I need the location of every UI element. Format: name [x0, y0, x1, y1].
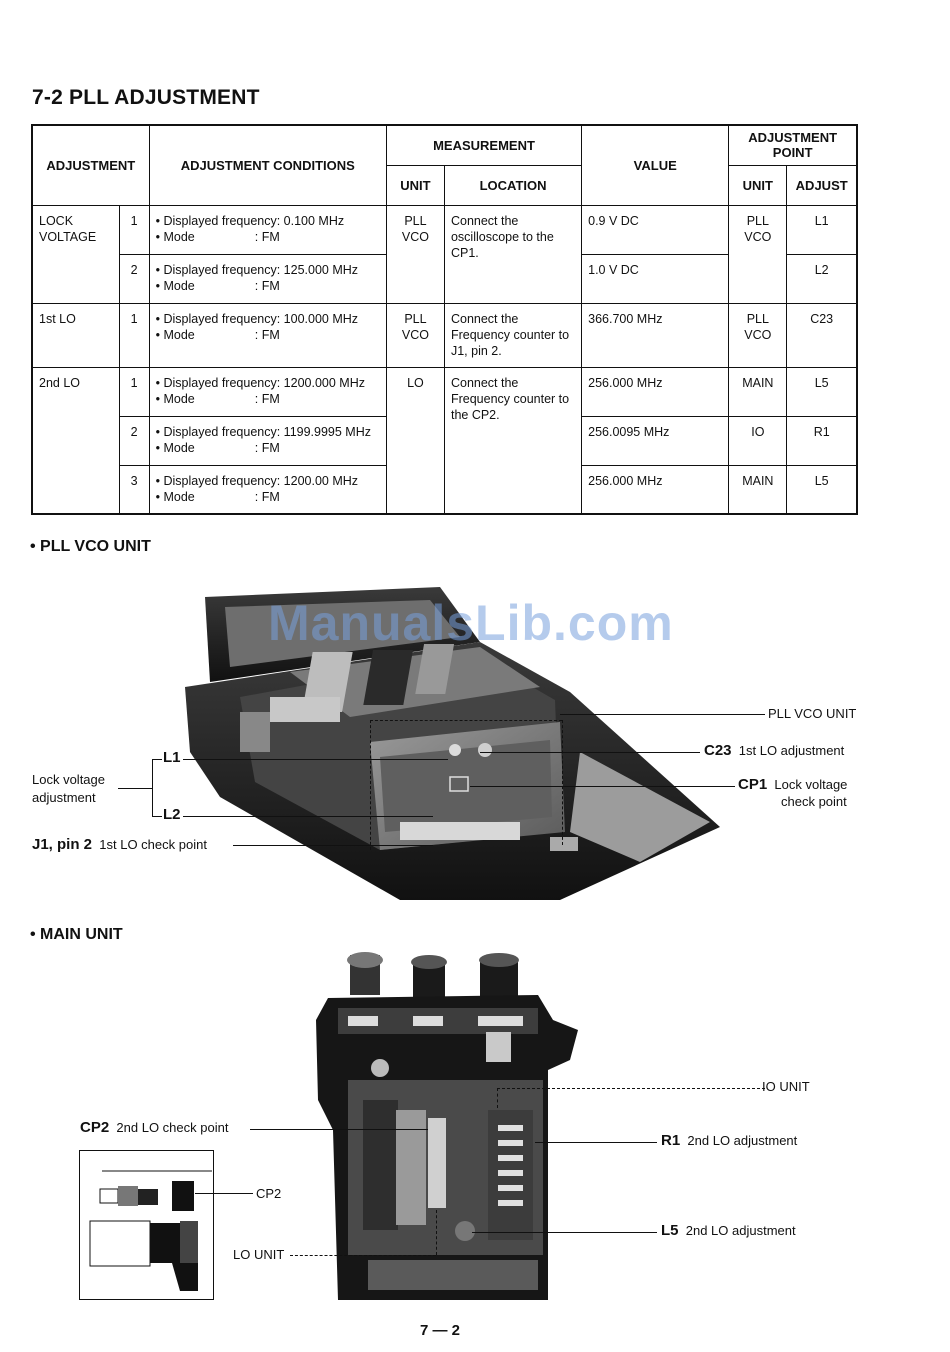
value: 256.000 MHz [582, 465, 729, 514]
ap-adjust: C23 [787, 303, 857, 367]
lock-voltage-label-1: Lock voltage [32, 772, 105, 787]
r1-label: R1 [661, 1132, 681, 1149]
leader-line [250, 1129, 428, 1130]
header-location: LOCATION [444, 165, 581, 205]
lo-leader [290, 1255, 436, 1256]
l1-text: L1 [163, 749, 181, 766]
l2-label [163, 806, 181, 823]
conditions-cell [149, 416, 386, 465]
l5-callout [661, 1222, 796, 1239]
mode-label: • Mode [155, 440, 195, 455]
ap-adjust: L5 [787, 367, 857, 416]
header-value: VALUE [582, 125, 729, 205]
mode-value: : FM [254, 489, 280, 504]
lo-unit-label: LO UNIT [233, 1247, 285, 1262]
watermark: ManualsLib.com [268, 595, 674, 651]
value: 256.000 MHz [582, 367, 729, 416]
header-adjustment: ADJUSTMENT [32, 125, 149, 205]
step: 2 [119, 254, 149, 303]
value: 1.0 V DC [582, 254, 729, 303]
cp2-label: CP2 [80, 1119, 110, 1136]
ap-adjust: L2 [787, 254, 857, 303]
leader-line [472, 1232, 657, 1233]
header-measurement: MEASUREMENT [386, 125, 581, 165]
ap-adjust: L5 [787, 465, 857, 514]
step: 2 [119, 416, 149, 465]
ap-unit: MAIN [729, 465, 787, 514]
leader-line [233, 845, 433, 846]
mode-value: : FM [254, 391, 280, 406]
group-name: 1st LO [32, 303, 119, 367]
header-conditions: ADJUSTMENT CONDITIONS [149, 125, 386, 205]
leader-line [560, 714, 765, 715]
value: 256.0095 MHz [582, 416, 729, 465]
bracket-line [152, 816, 162, 817]
io-unit-label: IO UNIT [762, 1079, 810, 1094]
freq-text: • Displayed frequency: 0.100 MHz [155, 213, 345, 228]
header-ap-adjust: ADJUST [787, 165, 857, 205]
step: 1 [119, 303, 149, 367]
cp1-callout [738, 776, 847, 793]
step: 1 [119, 367, 149, 416]
ap-unit: IO [729, 416, 787, 465]
cp1-label: CP1 [738, 776, 768, 793]
value: 0.9 V DC [582, 205, 729, 254]
table-row [32, 303, 857, 367]
l1-label [163, 749, 181, 766]
cp1-desc-2: check point [781, 794, 847, 809]
mode-label: • Mode [155, 327, 195, 342]
mode-value: : FM [254, 440, 280, 455]
step: 1 [119, 205, 149, 254]
freq-text: • Displayed frequency: 1200.00 MHz [155, 473, 359, 488]
mode-label: • Mode [155, 229, 195, 244]
cp1-desc-1: Lock voltage [774, 777, 848, 792]
l5-label: L5 [661, 1222, 679, 1239]
pll-vco-unit-label: PLL VCO UNIT [768, 706, 857, 721]
header-adjustment-point: ADJUSTMENT POINT [729, 125, 857, 165]
location: Connect the Frequency counter to J1, pin 2. [444, 303, 581, 367]
leader-line [183, 759, 448, 760]
mode-value: : FM [254, 327, 280, 342]
step: 3 [119, 465, 149, 514]
adjustment-table [31, 124, 858, 515]
c23-label: C23 [704, 742, 732, 759]
mode-label: • Mode [155, 489, 195, 504]
r1-desc: 2nd LO adjustment [687, 1133, 798, 1148]
freq-text: • Displayed frequency: 1200.000 MHz [155, 375, 365, 390]
bracket-line [118, 788, 152, 789]
ap-unit: PLL VCO [729, 303, 787, 367]
mode-value: : FM [254, 229, 280, 244]
cp2-inset [79, 1150, 214, 1300]
leader-line [195, 1193, 253, 1194]
cp2-callout [80, 1119, 228, 1136]
io-outline [497, 1088, 498, 1108]
leader-line [480, 752, 700, 753]
conditions-cell [149, 303, 386, 367]
conditions-cell [149, 254, 386, 303]
unit-outline-left [370, 720, 371, 850]
l5-desc: 2nd LO adjustment [685, 1223, 796, 1238]
main-section-title: • MAIN UNIT [30, 926, 123, 943]
lock-voltage-label-2: adjustment [32, 790, 96, 805]
header-ap-unit: UNIT [729, 165, 787, 205]
ap-unit: PLL VCO [729, 205, 787, 303]
mode-label: • Mode [155, 278, 195, 293]
conditions-cell [149, 367, 386, 416]
value: 366.700 MHz [582, 303, 729, 367]
meas-unit: LO [386, 367, 444, 514]
table-row [32, 205, 857, 254]
cp2-inset-drawing [80, 1151, 212, 1298]
j1-label: J1, pin 2 [32, 836, 93, 853]
group-name: 2nd LO [32, 367, 119, 514]
group-name: LOCK VOLTAGE [32, 205, 119, 303]
page-number: 7 — 2 [420, 1322, 461, 1339]
mode-value: : FM [254, 278, 280, 293]
leader-line [183, 816, 433, 817]
pll-vco-section-title: • PLL VCO UNIT [30, 538, 151, 555]
freq-text: • Displayed frequency: 1199.9995 MHz [155, 424, 371, 439]
c23-callout [704, 742, 844, 759]
ap-unit: MAIN [729, 367, 787, 416]
freq-text: • Displayed frequency: 125.000 MHz [155, 262, 359, 277]
leader-line [470, 786, 735, 787]
j1-callout [32, 836, 207, 853]
location: Connect the Frequency counter to the CP2. [444, 367, 581, 514]
conditions-cell [149, 465, 386, 514]
lo-outline [436, 1210, 437, 1255]
meas-unit: PLL VCO [386, 303, 444, 367]
j1-desc: 1st LO check point [99, 837, 207, 852]
ap-adjust: L1 [787, 205, 857, 254]
location: Connect the oscilloscope to the CP1. [444, 205, 581, 303]
cp2-desc: 2nd LO check point [116, 1120, 229, 1135]
c23-desc: 1st LO adjustment [738, 743, 845, 758]
unit-outline-top [370, 720, 562, 721]
l2-text: L2 [163, 806, 181, 823]
main-unit-photo [308, 950, 588, 1300]
meas-unit: PLL VCO [386, 205, 444, 303]
bracket-line [152, 759, 162, 760]
leader-line [535, 1142, 657, 1143]
inset-cp2-label: CP2 [256, 1186, 282, 1201]
table-row [32, 367, 857, 416]
mode-label: • Mode [155, 391, 195, 406]
conditions-cell [149, 205, 386, 254]
unit-outline-right [562, 720, 563, 845]
ap-adjust: R1 [787, 416, 857, 465]
header-unit: UNIT [386, 165, 444, 205]
freq-text: • Displayed frequency: 100.000 MHz [155, 311, 359, 326]
io-leader [497, 1088, 765, 1089]
bracket-line [152, 759, 153, 817]
r1-callout [661, 1132, 797, 1149]
page-title: 7-2 PLL ADJUSTMENT [32, 86, 260, 109]
